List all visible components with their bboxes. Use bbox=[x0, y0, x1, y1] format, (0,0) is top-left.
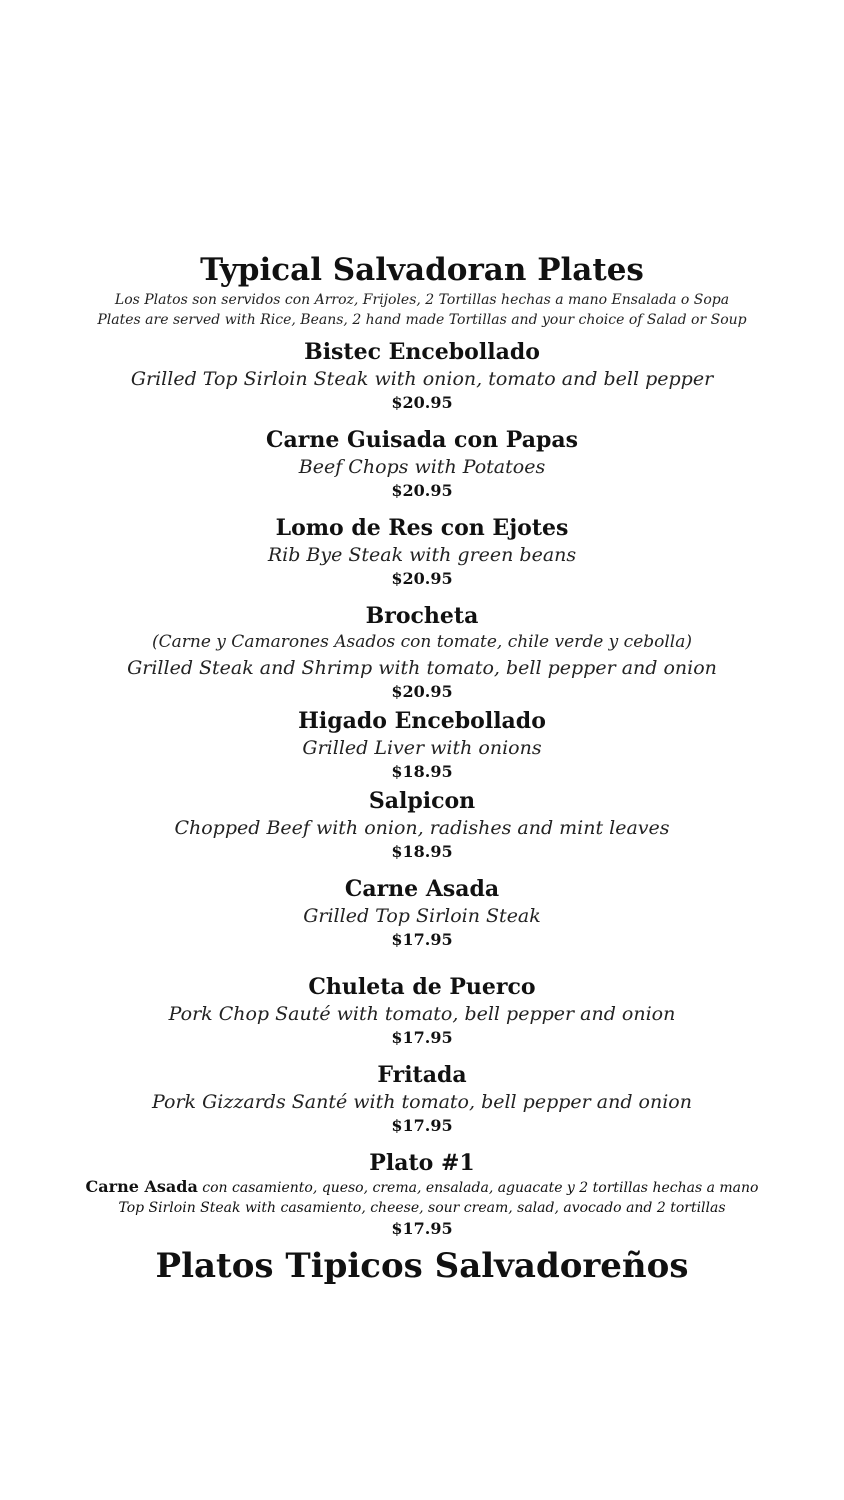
item-name: Chuleta de Puerco bbox=[308, 974, 536, 1000]
item-description: Pork Chop Sauté with tomato, bell pepper and onion bbox=[168, 1003, 676, 1025]
menu-item bbox=[0, 707, 844, 783]
menu-item-plato-1 bbox=[0, 1149, 844, 1240]
item-description-spanish: (Carne y Camarones Asados con tomate, chile verde y cebolla) bbox=[151, 632, 693, 652]
item-price: $17.95 bbox=[391, 1116, 453, 1135]
menu-item bbox=[0, 514, 844, 590]
page-title: Typical Salvadoran Plates bbox=[200, 252, 644, 288]
footer-title: Platos Tipicos Salvadoreños bbox=[155, 1246, 689, 1286]
item-description-spanish bbox=[0, 1177, 844, 1198]
item-description: Beef Chops with Potatoes bbox=[298, 456, 546, 478]
item-description: Grilled Top Sirloin Steak bbox=[303, 905, 541, 927]
item-name: Salpicon bbox=[368, 788, 476, 814]
item-price: $20.95 bbox=[391, 569, 453, 588]
item-price: $18.95 bbox=[391, 842, 453, 861]
item-description: Grilled Steak and Shrimp with tomato, bell pepper and onion bbox=[127, 657, 717, 679]
item-name: Bistec Encebollado bbox=[304, 339, 540, 365]
subtitle-block bbox=[0, 290, 844, 330]
item-description: Rib Bye Steak with green beans bbox=[267, 544, 577, 566]
item-name: Fritada bbox=[377, 1062, 467, 1088]
item-name: Brocheta bbox=[365, 603, 479, 629]
item-name: Plato #1 bbox=[369, 1150, 475, 1176]
subtitle-spanish: Los Platos son servidos con Arroz, Frijoles, 2 Tortillas hechas a mano Ensalada o Sopa bbox=[114, 292, 730, 308]
item-price: $17.95 bbox=[391, 1028, 453, 1047]
item-price: $20.95 bbox=[391, 393, 453, 412]
item-name: Lomo de Res con Ejotes bbox=[275, 515, 569, 541]
item-price: $20.95 bbox=[391, 682, 453, 701]
item-name: Carne Guisada con Papas bbox=[265, 427, 579, 453]
item-price: $20.95 bbox=[391, 481, 453, 500]
menu-item bbox=[0, 787, 844, 863]
item-highlight: Carne Asada bbox=[85, 1177, 198, 1196]
item-description: Grilled Liver with onions bbox=[302, 737, 542, 759]
item-description-spanish-rest: con casamiento, queso, crema, ensalada, aguacate y 2 tortillas hechas a mano bbox=[202, 1180, 759, 1196]
menu-item bbox=[0, 973, 844, 1049]
item-price: $17.95 bbox=[391, 930, 453, 949]
menu-item bbox=[0, 602, 844, 703]
subtitle-english: Plates are served with Rice, Beans, 2 hand made Tortillas and your choice of Salad or Soup bbox=[97, 312, 747, 328]
menu-item bbox=[0, 1061, 844, 1137]
menu-item bbox=[0, 875, 844, 951]
menu-item bbox=[0, 338, 844, 414]
menu-page bbox=[0, 250, 844, 1288]
menu-item bbox=[0, 426, 844, 502]
item-description: Top Sirloin Steak with casamiento, cheese, sour cream, salad, avocado and 2 tortillas bbox=[118, 1200, 726, 1216]
item-description: Pork Gizzards Santé with tomato, bell pepper and onion bbox=[152, 1091, 692, 1113]
item-description: Chopped Beef with onion, radishes and mint leaves bbox=[174, 817, 670, 839]
item-price: $17.95 bbox=[391, 1219, 453, 1238]
item-description: Grilled Top Sirloin Steak with onion, tomato and bell pepper bbox=[130, 368, 714, 390]
item-price: $18.95 bbox=[391, 762, 453, 781]
item-name: Carne Asada bbox=[344, 876, 500, 902]
item-name: Higado Encebollado bbox=[298, 708, 546, 734]
